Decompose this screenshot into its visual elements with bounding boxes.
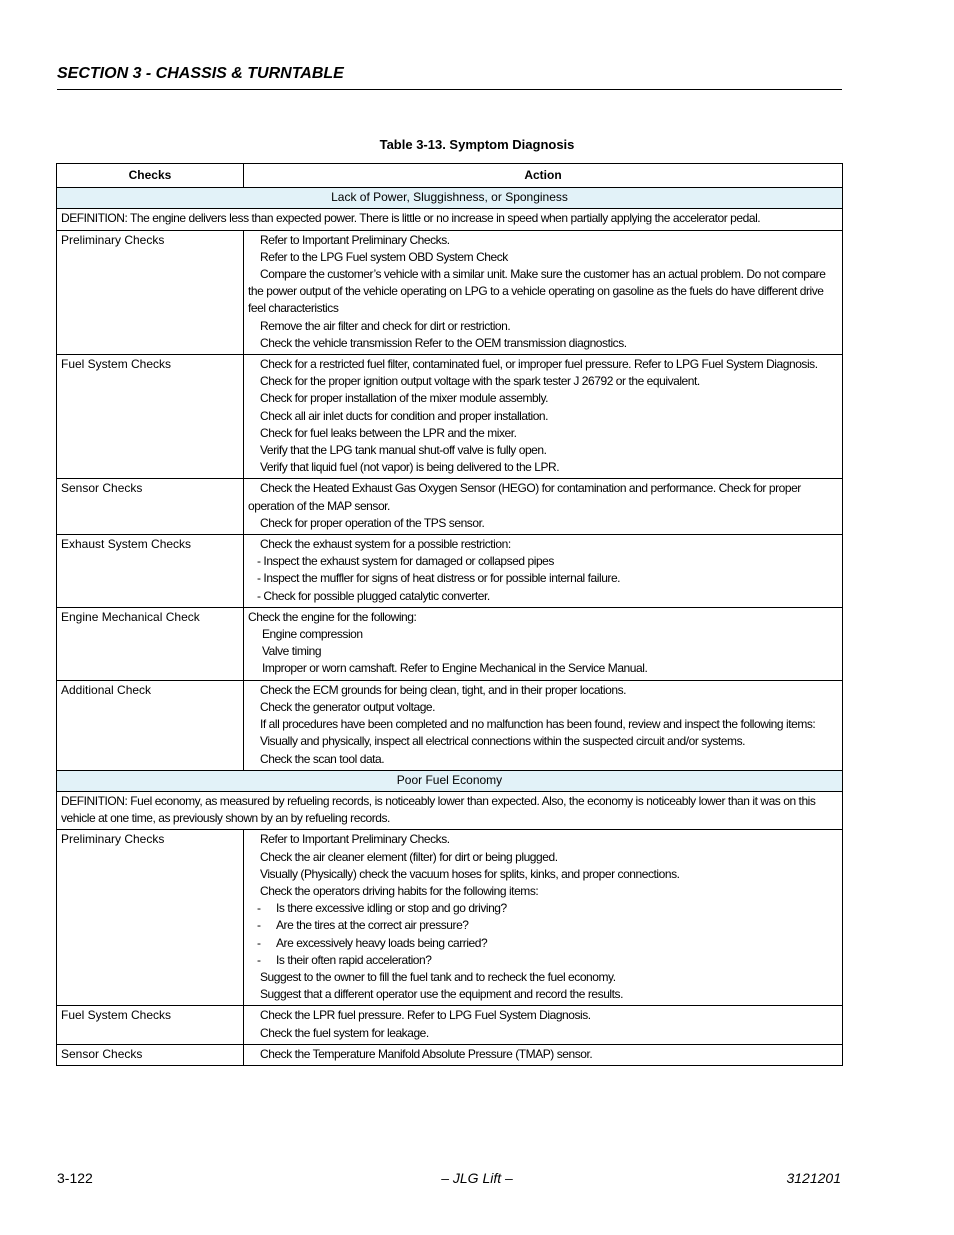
action-line: Check the ECM grounds for being clean, tight, and in their proper locations. — [260, 682, 627, 697]
action-line: Visually (Physically) check the vacuum hoses for splits, kinks, and proper connections. — [260, 866, 680, 881]
group-banner: Lack of Power, Sluggishness, or Sponginess — [57, 188, 843, 209]
action-line: Check the operators driving habits for the following items: — [260, 883, 539, 898]
action-line: Engine compression — [262, 627, 363, 642]
dash-bullet: - — [257, 901, 261, 916]
table-row — [57, 479, 843, 535]
check-cell: Fuel System Checks — [57, 355, 244, 479]
action-cell — [244, 355, 843, 479]
action-line: Check all air inlet ducts for condition and proper installation. — [260, 408, 549, 423]
group-banner-row — [57, 188, 843, 209]
action-line: Check the scan tool data. — [260, 751, 385, 766]
action-line: - Inspect the exhaust system for damaged or collapsed pipes — [257, 554, 554, 569]
action-line: Check for proper installation of the mixer module assembly. — [260, 391, 549, 406]
action-line: Refer to Important Preliminary Checks. — [260, 832, 450, 847]
action-cell — [244, 680, 843, 770]
action-line: Suggest to the owner to fill the fuel tank and to recheck the fuel economy. — [260, 969, 616, 984]
action-line: Check the fuel system for leakage. — [260, 1025, 429, 1040]
dash-bullet: - — [257, 935, 261, 950]
action-line — [248, 952, 838, 969]
action-line: Check for proper operation of the TPS sensor. — [260, 515, 485, 530]
action-line: Check the Temperature Manifold Absolute Pressure (TMAP) sensor. — [260, 1046, 593, 1061]
action-line — [248, 935, 838, 952]
action-line: Check the exhaust system for a possible restriction: — [260, 537, 511, 552]
action-line: Visually and physically, inspect all electrical connections within the suspected circuit and/or systems. — [260, 734, 746, 749]
action-line: Check the LPR fuel pressure. Refer to LPG Fuel System Diagnosis. — [260, 1008, 591, 1023]
action-cell — [244, 479, 843, 535]
table-header-row — [57, 164, 843, 188]
action-cell — [244, 607, 843, 680]
action-line: Check the engine for the following: — [248, 609, 417, 624]
check-cell: Additional Check — [57, 680, 244, 770]
action-line: Refer to Important Preliminary Checks. — [260, 232, 450, 247]
section-header: SECTION 3 - CHASSIS & TURNTABLE — [57, 65, 842, 90]
page-number: 3-122 — [57, 1170, 93, 1186]
action-line: Check the vehicle transmission Refer to the OEM transmission diagnostics. — [260, 335, 627, 350]
check-cell: Sensor Checks — [57, 479, 244, 535]
symptom-diagnosis-table — [56, 163, 843, 1066]
dash-item-text: Are excessively heavy loads being carried? — [276, 935, 488, 950]
table-row — [57, 1044, 843, 1065]
table-row — [57, 230, 843, 354]
action-line: Refer to the LPG Fuel system OBD System Check — [260, 249, 508, 264]
dash-item-text: Are the tires at the correct air pressure? — [276, 918, 469, 933]
action-line: - Check for possible plugged catalytic converter. — [257, 588, 490, 603]
action-line — [248, 900, 838, 917]
action-line: Check the air cleaner element (filter) for dirt or being plugged. — [260, 849, 558, 864]
document-number: 3121201 — [786, 1170, 841, 1186]
group-banner-row — [57, 770, 843, 791]
column-header-checks: Checks — [57, 164, 244, 188]
action-cell — [244, 1044, 843, 1065]
action-line: Verify that liquid fuel (not vapor) is being delivered to the LPR. — [260, 460, 560, 475]
table-row — [57, 830, 843, 1006]
definition-text: DEFINITION: Fuel economy, as measured by refueling records, is noticeably lower than expected. Also, the economy is noticeably lower than it was on this vehicle at one time, as previously shown by an by refueling records. — [57, 791, 843, 829]
table-title: Table 3-13. Symptom Diagnosis — [379, 137, 575, 152]
action-cell — [244, 535, 843, 608]
dash-bullet: - — [257, 952, 261, 967]
column-header-action: Action — [244, 164, 843, 188]
group-banner: Poor Fuel Economy — [57, 770, 843, 791]
definition-row — [57, 209, 843, 230]
check-cell: Fuel System Checks — [57, 1006, 244, 1044]
check-cell: Sensor Checks — [57, 1044, 244, 1065]
action-cell — [244, 230, 843, 354]
action-line — [248, 917, 838, 934]
action-line: Check the Heated Exhaust Gas Oxygen Sensor (HEGO) for contamination and performance. Check for proper operation of the MAP sensor. — [248, 481, 801, 513]
action-line: Check for fuel leaks between the LPR and the mixer. — [260, 425, 517, 440]
action-cell — [244, 830, 843, 1006]
action-line: Verify that the LPG tank manual shut-off valve is fully open. — [260, 443, 547, 458]
table-row — [57, 680, 843, 770]
dash-bullet: - — [257, 918, 261, 933]
action-line: Check for a restricted fuel filter, contaminated fuel, or improper fuel pressure. Refer to LPG Fuel System Diagnosis. — [260, 357, 818, 372]
check-cell: Preliminary Checks — [57, 830, 244, 1006]
action-line: Compare the customer’s vehicle with a similar unit. Make sure the customer has an actual problem. Do not compare the power output of the vehicle operating on LPG to a vehicle operating on gasoline as the fuels do have different drive feel characteristics — [248, 267, 826, 316]
action-line: Remove the air filter and check for dirt or restriction. — [260, 318, 511, 333]
action-line: Check the generator output voltage. — [260, 699, 436, 714]
definition-text: DEFINITION: The engine delivers less than expected power. There is little or no increase in speed when partially applying the accelerator pedal. — [57, 209, 843, 230]
table-row — [57, 1006, 843, 1044]
dash-item-text: Is there excessive idling or stop and go driving? — [276, 901, 507, 916]
definition-row — [57, 791, 843, 829]
footer-brand: – JLG Lift – — [441, 1170, 513, 1186]
table-row — [57, 355, 843, 479]
action-line: Suggest that a different operator use the equipment and record the results. — [260, 987, 623, 1002]
action-line: Check for the proper ignition output voltage with the spark tester J 26792 or the equivalent. — [260, 374, 700, 389]
action-line: Improper or worn camshaft. Refer to Engine Mechanical in the Service Manual. — [262, 661, 648, 676]
action-cell — [244, 1006, 843, 1044]
dash-item-text: Is their often rapid acceleration? — [276, 952, 432, 967]
table-row — [57, 535, 843, 608]
check-cell: Exhaust System Checks — [57, 535, 244, 608]
action-line: Valve timing — [262, 644, 322, 659]
action-line: - Inspect the muffler for signs of heat distress or for possible internal failure. — [257, 571, 621, 586]
table-row — [57, 607, 843, 680]
check-cell: Engine Mechanical Check — [57, 607, 244, 680]
action-line: If all procedures have been completed and no malfunction has been found, review and inspect the following items: — [260, 717, 816, 732]
check-cell: Preliminary Checks — [57, 230, 244, 354]
